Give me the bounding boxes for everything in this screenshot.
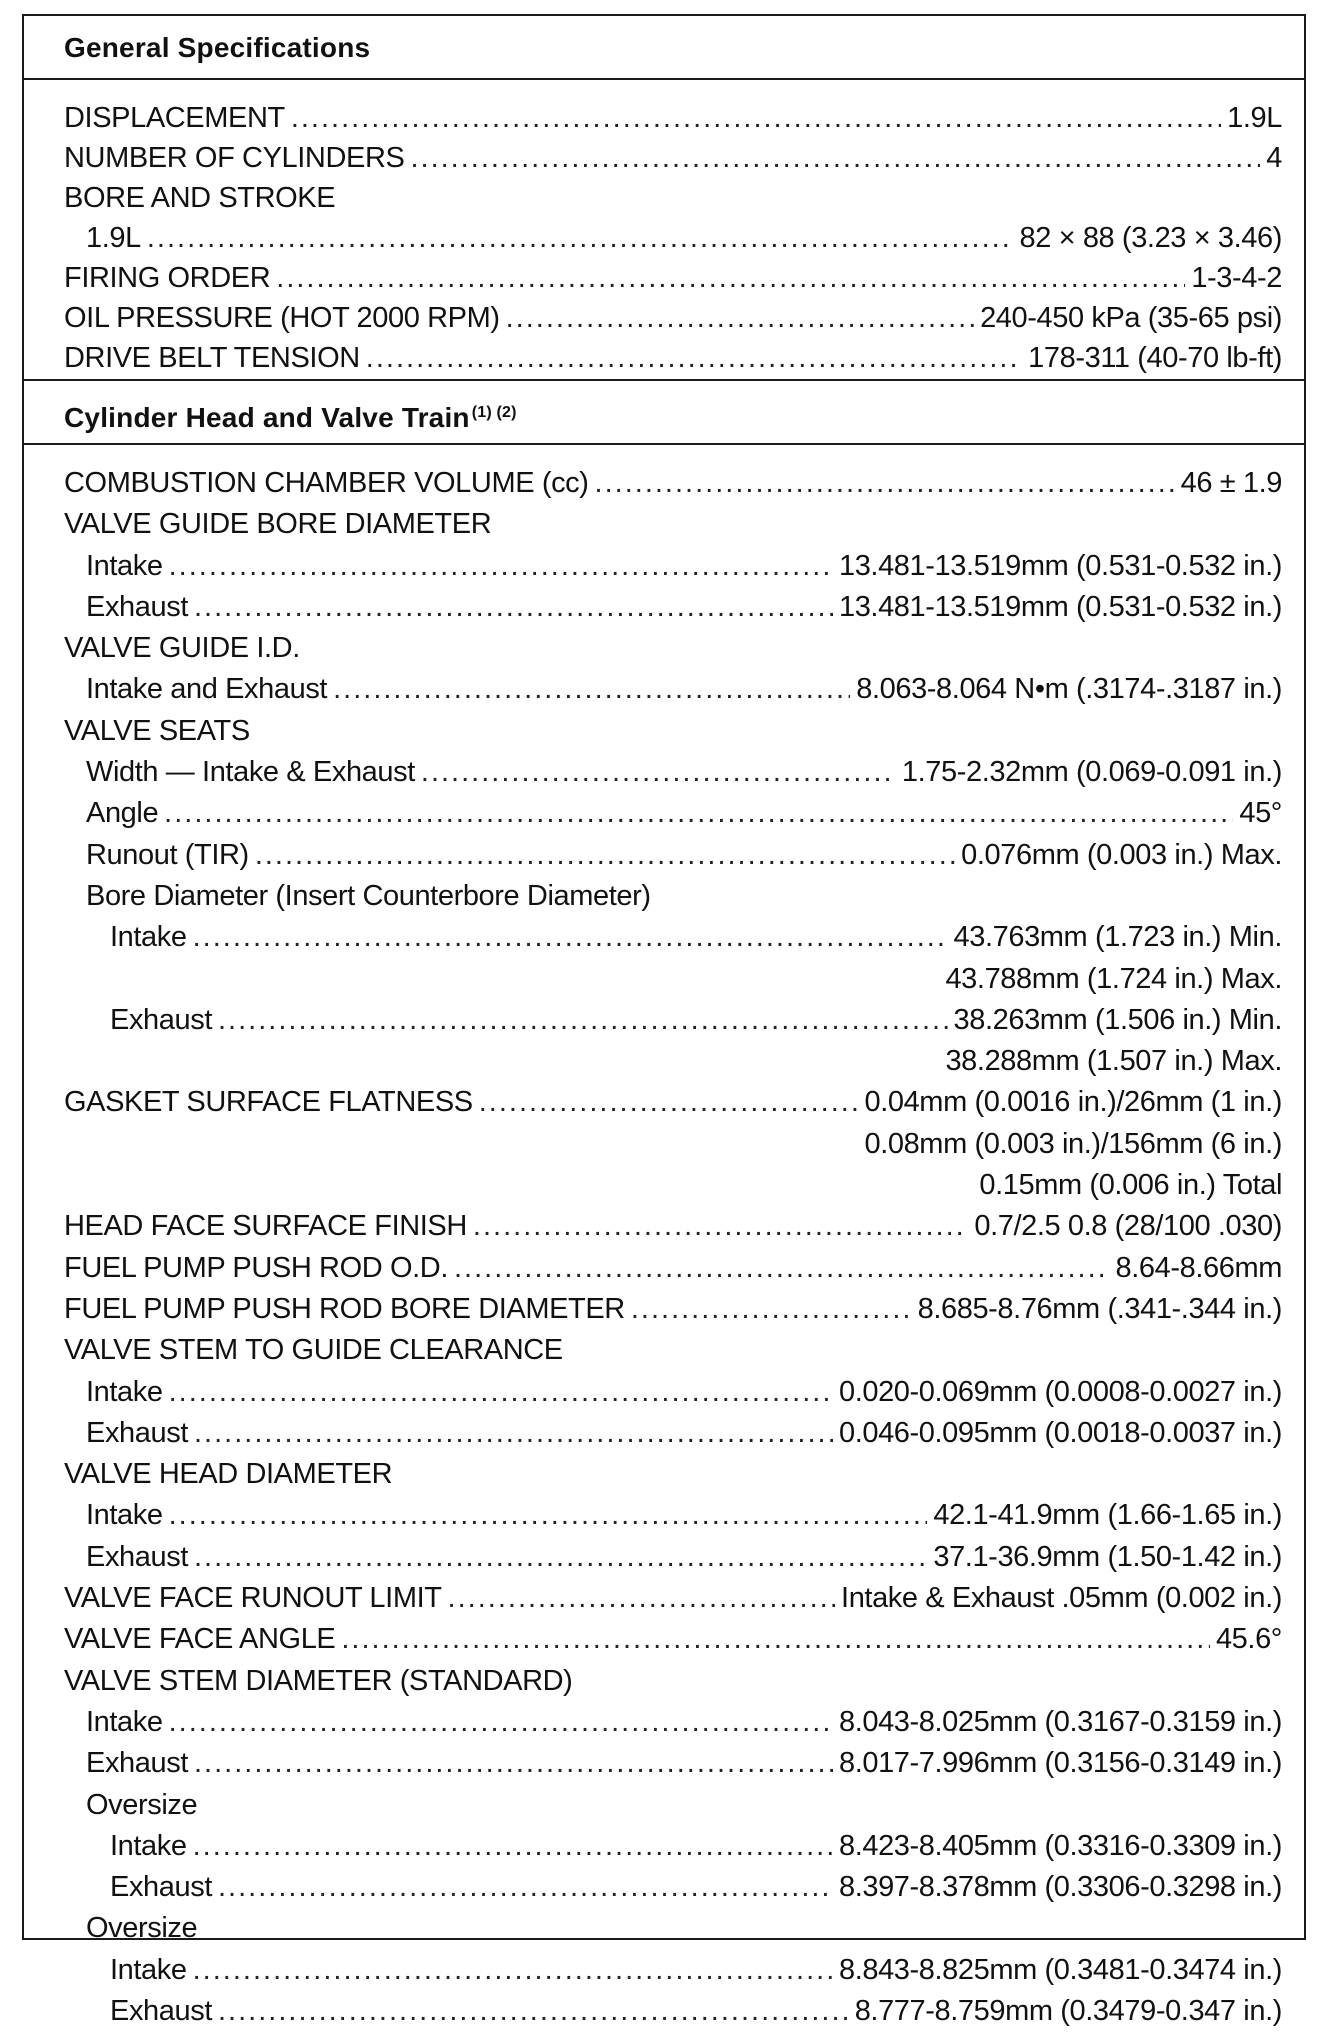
spec-group-heading: [64, 1661, 1282, 1702]
spec-row: [64, 1619, 1282, 1660]
spec-label: Exhaust: [86, 1540, 188, 1573]
spec-label: HEAD FACE SURFACE FINISH: [64, 1210, 467, 1243]
spec-group-heading: [64, 876, 1282, 917]
spec-label: Runout (TIR): [86, 838, 249, 871]
spec-label: Intake: [110, 921, 187, 954]
spec-row: [64, 835, 1282, 876]
spec-row: [64, 338, 1282, 378]
spec-row: [64, 138, 1282, 178]
spec-row: [64, 752, 1282, 793]
spec-row: [64, 1000, 1282, 1041]
spec-value: 1-3-4-2: [1191, 262, 1282, 294]
spec-group-heading: [64, 178, 1282, 218]
leader-dots: [421, 752, 896, 793]
spec-group-heading: [64, 504, 1282, 545]
spec-label: Oversize: [86, 1788, 198, 1821]
spec-row: [64, 298, 1282, 338]
leader-dots: [218, 1867, 833, 1908]
spec-value: 0.15mm (0.006 in.) Total: [979, 1169, 1282, 1202]
spec-value: 8.685-8.76mm (.341-.344 in.): [917, 1292, 1282, 1325]
spec-row: [64, 1702, 1282, 1743]
spec-row: [64, 258, 1282, 298]
spec-row: [64, 793, 1282, 834]
spec-value: 43.763mm (1.723 in.) Min.: [953, 921, 1282, 954]
general-specifications-title: General Specifications: [64, 32, 371, 63]
spec-label: Exhaust: [86, 1416, 188, 1449]
spec-label: VALVE HEAD DIAMETER: [64, 1458, 393, 1491]
spec-value: 0.076mm (0.003 in.) Max.: [961, 838, 1282, 871]
spec-group-heading: [64, 711, 1282, 752]
spec-group-heading: [64, 1454, 1282, 1495]
spec-value: 8.777-8.759mm (0.3479-0.347 in.): [854, 1994, 1282, 2027]
leader-dots: [194, 1537, 927, 1578]
spec-label: DISPLACEMENT: [64, 102, 285, 134]
spec-row: [64, 1743, 1282, 1784]
spec-label: NUMBER OF CYLINDERS: [64, 142, 405, 174]
spec-label: Intake: [86, 549, 163, 582]
spec-label: VALVE STEM TO GUIDE CLEARANCE: [64, 1334, 563, 1367]
spec-row: [64, 1991, 1282, 2032]
spec-label: Intake: [86, 1705, 163, 1738]
leader-dots: [473, 1206, 968, 1247]
spec-label: OIL PRESSURE (HOT 2000 RPM): [64, 302, 500, 334]
leader-dots: [366, 338, 1022, 378]
spec-row: [64, 1289, 1282, 1330]
leader-dots: [164, 793, 1233, 834]
spec-value: 13.481-13.519mm (0.531-0.532 in.): [838, 590, 1282, 623]
spec-label: Exhaust: [110, 1871, 212, 1904]
spec-row: [64, 1248, 1282, 1289]
spec-continuation-row: [64, 1124, 1282, 1165]
spec-value: 38.263mm (1.506 in.) Min.: [953, 1003, 1282, 1036]
spec-value: 1.9L: [1227, 102, 1282, 134]
leader-dots: [255, 835, 955, 876]
spec-label: FUEL PUMP PUSH ROD BORE DIAMETER: [64, 1292, 625, 1325]
spec-label: Exhaust: [86, 590, 188, 623]
spec-value: 0.020-0.069mm (0.0008-0.0027 in.): [838, 1375, 1282, 1408]
spec-group-heading: [64, 1785, 1282, 1826]
spec-row: [64, 669, 1282, 710]
spec-value: 37.1-36.9mm (1.50-1.42 in.): [933, 1540, 1282, 1573]
leader-dots: [595, 463, 1175, 504]
spec-value: 8.063-8.064 N•m (.3174-.3187 in.): [856, 673, 1282, 706]
spec-value: 43.788mm (1.724 in.) Max.: [945, 962, 1282, 995]
spec-value: 240-450 kPa (35-65 psi): [980, 302, 1282, 334]
spec-value: 46 ± 1.9: [1180, 467, 1282, 499]
leader-dots: [506, 298, 974, 338]
leader-dots: [479, 1082, 859, 1123]
leader-dots: [193, 917, 948, 958]
spec-label: Width — Intake & Exhaust: [86, 756, 415, 789]
leader-dots: [291, 98, 1221, 138]
cylinder-head-valve-train-body: [24, 445, 1304, 2027]
spec-row: [64, 1495, 1282, 1536]
spec-row: [64, 1413, 1282, 1454]
spec-label: VALVE STEM DIAMETER (STANDARD): [64, 1664, 573, 1697]
spec-label: GASKET SURFACE FLATNESS: [64, 1086, 473, 1119]
leader-dots: [193, 1950, 833, 1991]
spec-label: DRIVE BELT TENSION: [64, 342, 360, 374]
spec-label: 1.9L: [86, 222, 141, 254]
leader-dots: [194, 587, 833, 628]
leader-dots: [169, 1495, 928, 1536]
general-specifications-header: [24, 16, 1304, 80]
spec-label: FUEL PUMP PUSH ROD O.D.: [64, 1251, 448, 1284]
spec-label: VALVE FACE RUNOUT LIMIT: [64, 1582, 442, 1615]
spec-value: 45°: [1239, 797, 1282, 830]
leader-dots: [276, 258, 1185, 298]
spec-row: [64, 917, 1282, 958]
leader-dots: [218, 1991, 849, 2032]
spec-value: 8.043-8.025mm (0.3167-0.3159 in.): [838, 1705, 1282, 1738]
spec-label: VALVE SEATS: [64, 714, 250, 747]
spec-value: 0.046-0.095mm (0.0018-0.0037 in.): [838, 1416, 1282, 1449]
spec-row: [64, 546, 1282, 587]
spec-row: [64, 1950, 1282, 1991]
cylinder-head-valve-train-header: [24, 381, 1304, 445]
cylinder-head-title: Cylinder Head and Valve Train: [64, 402, 470, 433]
leader-dots: [169, 546, 833, 587]
spec-value: 8.64-8.66mm: [1115, 1251, 1282, 1284]
spec-label: Intake: [86, 1499, 163, 1532]
spec-label: Intake: [110, 1829, 187, 1862]
spec-value: Intake & Exhaust .05mm (0.002 in.): [841, 1582, 1282, 1615]
spec-row: [64, 1206, 1282, 1247]
spec-row: [64, 1537, 1282, 1578]
spec-sheet: [22, 14, 1306, 2027]
spec-label: Angle: [86, 797, 159, 830]
spec-value: 13.481-13.519mm (0.531-0.532 in.): [838, 549, 1282, 582]
spec-label: Exhaust: [110, 1994, 212, 2027]
leader-dots: [631, 1289, 912, 1330]
spec-label: Oversize: [86, 1912, 198, 1945]
spec-value: 0.7/2.5 0.8 (28/100 .030): [974, 1210, 1282, 1243]
footnote-markers: (1) (2): [471, 404, 517, 421]
leader-dots: [218, 1000, 948, 1041]
spec-label: Exhaust: [86, 1747, 188, 1780]
spec-group-heading: [64, 628, 1282, 669]
general-specifications-body: [24, 80, 1304, 381]
leader-dots: [410, 138, 1260, 178]
spec-value: 8.017-7.996mm (0.3156-0.3149 in.): [838, 1747, 1282, 1780]
leader-dots: [194, 1413, 833, 1454]
spec-row: [64, 1826, 1282, 1867]
leader-dots: [169, 1372, 833, 1413]
spec-label: Intake and Exhaust: [86, 673, 328, 706]
leader-dots: [147, 218, 1014, 258]
leader-dots: [169, 1702, 833, 1743]
spec-value: 0.04mm (0.0016 in.)/26mm (1 in.): [864, 1086, 1282, 1119]
spec-label: VALVE GUIDE BORE DIAMETER: [64, 508, 492, 541]
spec-value: 8.423-8.405mm (0.3316-0.3309 in.): [838, 1829, 1282, 1862]
leader-dots: [193, 1826, 833, 1867]
spec-row: [64, 1372, 1282, 1413]
leader-dots: [333, 669, 850, 710]
spec-label: VALVE GUIDE I.D.: [64, 632, 300, 665]
leader-dots: [448, 1578, 835, 1619]
spec-continuation-row: [64, 1165, 1282, 1206]
spec-value: 8.843-8.825mm (0.3481-0.3474 in.): [838, 1953, 1282, 1986]
spec-row: [64, 587, 1282, 628]
spec-value: 0.08mm (0.003 in.)/156mm (6 in.): [864, 1127, 1282, 1160]
spec-row: [64, 98, 1282, 138]
spec-value: 38.288mm (1.507 in.) Max.: [945, 1045, 1282, 1078]
spec-continuation-row: [64, 1041, 1282, 1082]
spec-row: [64, 1082, 1282, 1123]
spec-value: 82 × 88 (3.23 × 3.46): [1019, 222, 1282, 254]
spec-row: [64, 1578, 1282, 1619]
spec-row: [64, 218, 1282, 258]
spec-continuation-row: [64, 959, 1282, 1000]
spec-label: BORE AND STROKE: [64, 182, 336, 214]
spec-group-heading: [64, 1330, 1282, 1371]
spec-value: 8.397-8.378mm (0.3306-0.3298 in.): [838, 1871, 1282, 1904]
spec-label: Intake: [86, 1375, 163, 1408]
leader-dots: [454, 1248, 1110, 1289]
spec-label: VALVE FACE ANGLE: [64, 1623, 336, 1656]
spec-group-heading: [64, 1908, 1282, 1949]
spec-value: 42.1-41.9mm (1.66-1.65 in.): [933, 1499, 1282, 1532]
spec-label: COMBUSTION CHAMBER VOLUME (cc): [64, 467, 589, 499]
spec-value: 4: [1266, 142, 1282, 174]
spec-row: [64, 463, 1282, 504]
leader-dots: [341, 1619, 1210, 1660]
spec-row: [64, 1867, 1282, 1908]
spec-value: 1.75-2.32mm (0.069-0.091 in.): [901, 756, 1282, 789]
leader-dots: [194, 1743, 833, 1784]
spec-label: Exhaust: [110, 1003, 212, 1036]
spec-label: Bore Diameter (Insert Counterbore Diameter): [86, 879, 651, 912]
spec-value: 178-311 (40-70 lb-ft): [1028, 342, 1282, 374]
spec-label: FIRING ORDER: [64, 262, 271, 294]
spec-label: Intake: [110, 1953, 187, 1986]
spec-value: 45.6°: [1215, 1623, 1282, 1656]
